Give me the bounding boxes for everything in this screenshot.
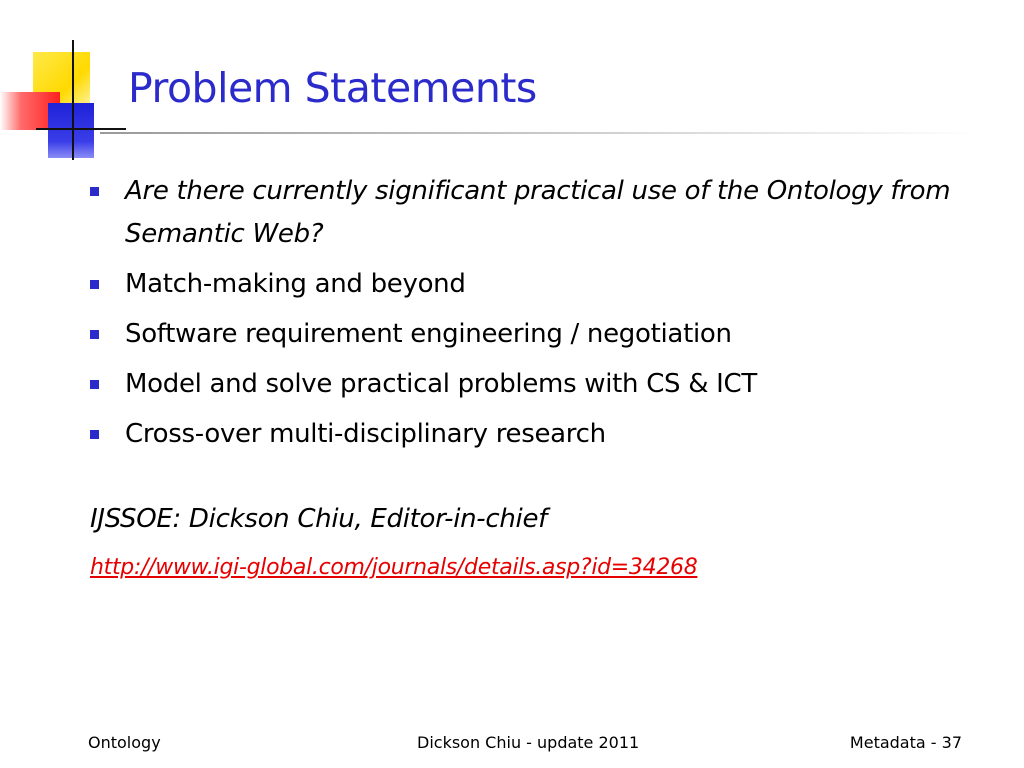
bullet-text: Software requirement engineering / negotiation [125, 319, 732, 349]
bullet-square-icon [90, 280, 99, 289]
title-divider [100, 132, 980, 134]
bullet-text: Model and solve practical problems with CS & ICT [125, 369, 757, 399]
bullet-square-icon [90, 330, 99, 339]
bullet-list [84, 170, 964, 463]
footer-center-text: Dickson Chiu - update 2011 [417, 733, 640, 752]
footer-page-number: Metadata - 37 [849, 733, 962, 752]
bullet-item [84, 313, 964, 356]
footer-left-text: Ontology [88, 733, 161, 752]
bullet-text: Match-making and beyond [125, 269, 466, 299]
blue-square [48, 103, 94, 158]
vertical-line [72, 40, 74, 160]
journal-link[interactable]: http://www.igi-global.com/journals/details.asp?id=34268 [90, 555, 698, 580]
bullet-square-icon [90, 430, 99, 439]
horizontal-line [36, 128, 126, 130]
bullet-square-icon [90, 380, 99, 389]
bullet-item [84, 170, 964, 256]
bullet-square-icon [90, 187, 99, 196]
bullet-text: Are there currently significant practical use of the Ontology from Semantic Web? [125, 176, 951, 249]
slide-logo-decoration [0, 0, 130, 165]
bullet-text: Cross-over multi-disciplinary research [125, 419, 606, 449]
bullet-item [84, 413, 964, 456]
editor-line: IJSSOE: Dickson Chiu, Editor-in-chief [90, 504, 548, 534]
bullet-item [84, 263, 964, 306]
slide-title: Problem Statements [128, 64, 537, 112]
bullet-item [84, 363, 964, 406]
